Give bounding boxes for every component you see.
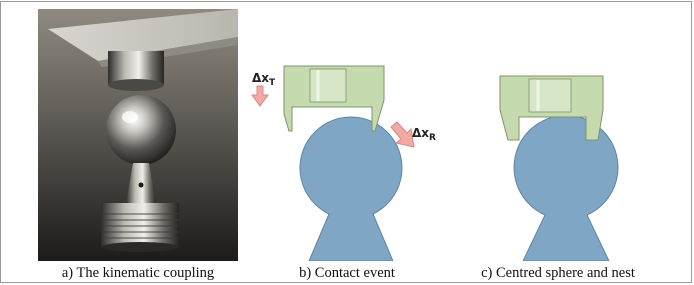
caption-c: c) Centred sphere and nest bbox=[481, 265, 635, 281]
delta-x-r-label: $\Delta x_R$ bbox=[412, 126, 436, 143]
centred-sphere-diagram bbox=[465, 40, 655, 261]
sphere-shape bbox=[300, 117, 402, 261]
contact-event-diagram bbox=[248, 40, 438, 261]
caption-b: b) Contact event bbox=[299, 265, 395, 281]
delta-x-t-label: $\Delta x_T$ bbox=[252, 71, 276, 88]
caption-a: a) The kinematic coupling bbox=[61, 265, 215, 281]
sphere-shape bbox=[514, 115, 618, 261]
kinematic-coupling-photo bbox=[38, 9, 238, 261]
translation-arrow bbox=[252, 86, 268, 106]
